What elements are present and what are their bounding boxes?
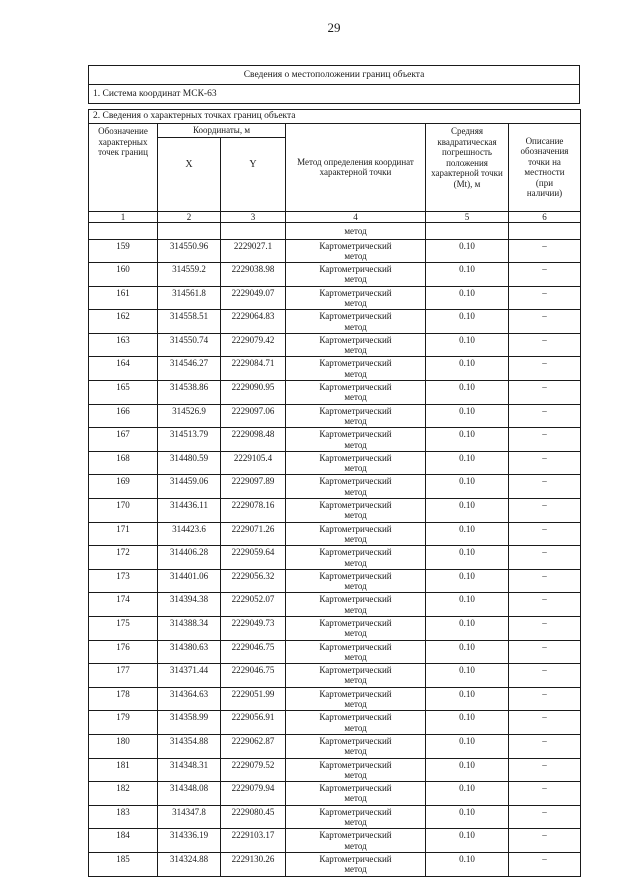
- point-number-cell: 184: [89, 829, 158, 853]
- point-number-cell: 179: [89, 711, 158, 735]
- point-number-cell: 169: [89, 475, 158, 499]
- table-row: [89, 357, 581, 381]
- point-number-cell: 168: [89, 451, 158, 475]
- description-cell: –: [509, 499, 581, 523]
- coordinate-system: 1. Система координат МСК-63: [89, 85, 580, 104]
- description-cell: –: [509, 428, 581, 452]
- coord-y-cell: 2229064.83: [221, 310, 286, 334]
- method-text: Картометрический метод: [319, 735, 392, 757]
- coord-x-cell: 314423.6: [158, 522, 221, 546]
- method-text: Картометрический метод: [319, 429, 392, 450]
- method-cell: [286, 404, 426, 428]
- coord-y-cell: 2229103.17: [221, 829, 286, 853]
- description-cell: –: [509, 286, 581, 310]
- description-cell: –: [509, 640, 581, 664]
- col-header-error: Средняя квадратическая погрешность положения характерной точки (Мt), м: [426, 124, 509, 212]
- description-cell: –: [509, 805, 581, 829]
- coord-x-cell: 314558.51: [158, 310, 221, 334]
- error-mt-cell: 0.10: [426, 593, 509, 617]
- point-number-cell: 183: [89, 805, 158, 829]
- description-cell: –: [509, 617, 581, 641]
- method-cell: [286, 617, 426, 641]
- table-row: [89, 404, 581, 428]
- description-cell: –: [509, 569, 581, 593]
- point-number-cell: 163: [89, 333, 158, 357]
- table-row: [89, 263, 581, 287]
- table-row: [89, 333, 581, 357]
- method-text: Картометрический метод: [319, 358, 392, 379]
- error-mt-cell: 0.10: [426, 687, 509, 711]
- method-text: Картометрический метод: [319, 240, 392, 261]
- method-text: Картометрический метод: [319, 547, 392, 568]
- coord-x-cell: 314348.31: [158, 758, 221, 782]
- description-cell: –: [509, 263, 581, 287]
- error-mt-cell: [426, 222, 509, 239]
- coord-y-cell: 2229078.16: [221, 499, 286, 523]
- table-row: [89, 546, 581, 570]
- table-row: [89, 687, 581, 711]
- table-row: [89, 286, 581, 310]
- coord-x-cell: 314459.06: [158, 475, 221, 499]
- coord-x-cell: 314364.63: [158, 687, 221, 711]
- coord-y-cell: 2229084.71: [221, 357, 286, 381]
- table-row: [89, 593, 581, 617]
- table-row: [89, 617, 581, 641]
- method-cell: [286, 593, 426, 617]
- method-cell: [286, 381, 426, 405]
- method-cell: [286, 310, 426, 334]
- error-mt-cell: 0.10: [426, 310, 509, 334]
- method-text: Картометрический метод: [319, 783, 392, 804]
- col-header-y: Y: [221, 137, 286, 211]
- error-mt-cell: 0.10: [426, 451, 509, 475]
- method-cell: [286, 852, 426, 876]
- method-cell: [286, 263, 426, 287]
- point-number-cell: 166: [89, 404, 158, 428]
- coord-y-cell: 2229098.48: [221, 428, 286, 452]
- error-mt-cell: 0.10: [426, 357, 509, 381]
- method-text: Картометрический метод: [319, 688, 392, 710]
- description-cell: –: [509, 546, 581, 570]
- method-cell: [286, 286, 426, 310]
- error-mt-cell: 0.10: [426, 852, 509, 876]
- description-cell: –: [509, 829, 581, 853]
- method-cell: [286, 522, 426, 546]
- col-header-designation: Обозначение характерных точек границ: [89, 124, 158, 212]
- point-number-cell: 182: [89, 782, 158, 806]
- coord-x-cell: 314561.8: [158, 286, 221, 310]
- method-text: Картометрический метод: [319, 570, 392, 592]
- coord-y-cell: 2229027.1: [221, 239, 286, 263]
- col-header-method: Метод определения координат характерной точки: [286, 124, 426, 212]
- error-mt-cell: 0.10: [426, 617, 509, 641]
- method-cell: [286, 569, 426, 593]
- method-cell: [286, 640, 426, 664]
- points-body: [89, 239, 581, 876]
- method-text: Картометрический метод: [319, 618, 392, 639]
- description-cell: –: [509, 522, 581, 546]
- table-row: [89, 475, 581, 499]
- point-number-cell: 165: [89, 381, 158, 405]
- error-mt-cell: 0.10: [426, 782, 509, 806]
- method-text: Картометрический метод: [319, 853, 392, 875]
- continuation-row: [89, 222, 581, 239]
- error-mt-cell: 0.10: [426, 475, 509, 499]
- column-number: 4: [286, 211, 426, 222]
- method-cell: [286, 758, 426, 782]
- description-cell: –: [509, 687, 581, 711]
- method-text: Картометрический метод: [319, 806, 392, 828]
- point-number-cell: 162: [89, 310, 158, 334]
- table-row: [89, 239, 581, 263]
- coord-x-cell: 314436.11: [158, 499, 221, 523]
- column-number: 3: [221, 211, 286, 222]
- method-cell: [286, 239, 426, 263]
- method-cell: [286, 664, 426, 688]
- point-number-cell: 175: [89, 617, 158, 641]
- method-text: Картометрический метод: [319, 830, 392, 851]
- document-title: Сведения о местоположении границ объекта: [89, 66, 580, 85]
- point-number-cell: 178: [89, 687, 158, 711]
- coord-y-cell: 2229079.94: [221, 782, 286, 806]
- error-mt-cell: 0.10: [426, 805, 509, 829]
- table-row: [89, 664, 581, 688]
- description-cell: –: [509, 782, 581, 806]
- description-cell: –: [509, 357, 581, 381]
- description-cell: –: [509, 758, 581, 782]
- coord-y-cell: [221, 222, 286, 239]
- coord-y-cell: 2229080.45: [221, 805, 286, 829]
- method-text: Картометрический метод: [319, 712, 392, 733]
- error-mt-cell: 0.10: [426, 286, 509, 310]
- point-number-cell: 177: [89, 664, 158, 688]
- coord-y-cell: 2229052.07: [221, 593, 286, 617]
- coord-y-cell: 2229056.91: [221, 711, 286, 735]
- coord-y-cell: 2229130.26: [221, 852, 286, 876]
- description-cell: –: [509, 593, 581, 617]
- method-cell: [286, 782, 426, 806]
- point-number-cell: 170: [89, 499, 158, 523]
- method-cell: [286, 711, 426, 735]
- section2-title: 2. Сведения о характерных точках границ объекта: [89, 110, 581, 124]
- error-mt-cell: 0.10: [426, 428, 509, 452]
- description-cell: –: [509, 852, 581, 876]
- coord-y-cell: 2229097.89: [221, 475, 286, 499]
- coord-y-cell: 2229090.95: [221, 381, 286, 405]
- method-cell: [286, 499, 426, 523]
- error-mt-cell: 0.10: [426, 263, 509, 287]
- point-number-cell: 160: [89, 263, 158, 287]
- coord-x-cell: 314336.19: [158, 829, 221, 853]
- table-row: [89, 805, 581, 829]
- point-number-cell: 180: [89, 734, 158, 758]
- column-number: 1: [89, 211, 158, 222]
- coord-y-cell: 2229059.64: [221, 546, 286, 570]
- method-text: Картометрический метод: [319, 334, 392, 356]
- coord-y-cell: 2229062.87: [221, 734, 286, 758]
- method-text: Картометрический метод: [319, 523, 392, 544]
- col-header-description-text: Описание обозначения точки на местности (при наличии): [520, 135, 569, 199]
- table-row: [89, 499, 581, 523]
- table-row: [89, 640, 581, 664]
- document-body: [88, 65, 580, 877]
- table-row: [89, 569, 581, 593]
- method-text: Картометрический метод: [319, 665, 392, 686]
- method-cell: [286, 428, 426, 452]
- section2-row: [89, 110, 581, 124]
- coord-y-cell: 2229051.99: [221, 687, 286, 711]
- point-number-cell: 161: [89, 286, 158, 310]
- col-header-coordinates-group: Координаты, м: [158, 124, 286, 138]
- point-number-cell: 176: [89, 640, 158, 664]
- points-table-header: [89, 110, 581, 240]
- coord-y-cell: 2229056.32: [221, 569, 286, 593]
- description-cell: –: [509, 711, 581, 735]
- error-mt-cell: 0.10: [426, 404, 509, 428]
- method-text: Картометрический метод: [319, 641, 392, 662]
- coord-x-cell: 314513.79: [158, 428, 221, 452]
- coord-x-cell: 314401.06: [158, 569, 221, 593]
- coord-x-cell: 314358.99: [158, 711, 221, 735]
- description-cell: –: [509, 381, 581, 405]
- point-number-cell: 174: [89, 593, 158, 617]
- column-number: 5: [426, 211, 509, 222]
- method-cell: [286, 734, 426, 758]
- description-cell: –: [509, 333, 581, 357]
- coord-x-cell: 314347.8: [158, 805, 221, 829]
- error-mt-cell: 0.10: [426, 522, 509, 546]
- point-number-cell: 181: [89, 758, 158, 782]
- error-mt-cell: 0.10: [426, 711, 509, 735]
- description-cell: –: [509, 734, 581, 758]
- coord-x-cell: 314324.88: [158, 852, 221, 876]
- method-text: Картометрический метод: [319, 311, 392, 332]
- method-cell: [286, 451, 426, 475]
- method-cell: метод: [286, 222, 426, 239]
- coord-x-cell: 314480.59: [158, 451, 221, 475]
- column-number: 2: [158, 211, 221, 222]
- coord-y-cell: 2229049.73: [221, 617, 286, 641]
- description-cell: –: [509, 239, 581, 263]
- coord-y-cell: 2229079.42: [221, 333, 286, 357]
- method-cell: [286, 805, 426, 829]
- description-cell: –: [509, 475, 581, 499]
- error-mt-cell: 0.10: [426, 829, 509, 853]
- coord-x-cell: 314526.9: [158, 404, 221, 428]
- coord-y-cell: 2229046.75: [221, 664, 286, 688]
- point-number-cell: 172: [89, 546, 158, 570]
- points-table: [88, 109, 581, 877]
- error-mt-cell: 0.10: [426, 758, 509, 782]
- coord-y-cell: 2229038.98: [221, 263, 286, 287]
- coord-y-cell: 2229105.4: [221, 451, 286, 475]
- table-row: [89, 782, 581, 806]
- column-numbers-row: [89, 211, 581, 222]
- table-row: [89, 852, 581, 876]
- point-number-cell: 171: [89, 522, 158, 546]
- col-header-description: [509, 124, 581, 212]
- col-header-x: X: [158, 137, 221, 211]
- column-number: 6: [509, 211, 581, 222]
- error-mt-cell: 0.10: [426, 664, 509, 688]
- error-mt-cell: 0.10: [426, 333, 509, 357]
- coord-y-cell: 2229046.75: [221, 640, 286, 664]
- coord-y-cell: 2229049.07: [221, 286, 286, 310]
- coord-x-cell: 314388.34: [158, 617, 221, 641]
- error-mt-cell: 0.10: [426, 569, 509, 593]
- description-cell: –: [509, 404, 581, 428]
- title-section-table: [88, 65, 580, 104]
- coord-x-cell: 314348.08: [158, 782, 221, 806]
- method-text: Картометрический метод: [319, 382, 392, 403]
- coord-x-cell: 314550.96: [158, 239, 221, 263]
- table-row: [89, 711, 581, 735]
- error-mt-cell: 0.10: [426, 546, 509, 570]
- point-number-cell: [89, 222, 158, 239]
- error-mt-cell: 0.10: [426, 381, 509, 405]
- description-cell: –: [509, 664, 581, 688]
- point-number-cell: 173: [89, 569, 158, 593]
- table-row: [89, 310, 581, 334]
- coord-x-cell: 314380.63: [158, 640, 221, 664]
- table-row: [89, 451, 581, 475]
- description-cell: –: [509, 451, 581, 475]
- method-cell: [286, 333, 426, 357]
- method-text: Картометрический метод: [319, 476, 392, 497]
- coord-x-cell: 314354.88: [158, 734, 221, 758]
- method-cell: [286, 475, 426, 499]
- error-mt-cell: 0.10: [426, 640, 509, 664]
- coord-x-cell: 314406.28: [158, 546, 221, 570]
- coord-y-cell: 2229071.26: [221, 522, 286, 546]
- method-text: Картометрический метод: [319, 287, 392, 308]
- description-cell: [509, 222, 581, 239]
- method-cell: [286, 829, 426, 853]
- coord-x-cell: 314538.86: [158, 381, 221, 405]
- method-text: Картометрический метод: [319, 452, 392, 474]
- method-text: Картометрический метод: [319, 264, 392, 285]
- coord-x-cell: 314371.44: [158, 664, 221, 688]
- coord-y-cell: 2229079.52: [221, 758, 286, 782]
- method-text: Картометрический метод: [319, 759, 392, 780]
- coord-y-cell: 2229097.06: [221, 404, 286, 428]
- coord-x-cell: 314394.38: [158, 593, 221, 617]
- method-cell: [286, 357, 426, 381]
- table-row: [89, 829, 581, 853]
- method-cell: [286, 687, 426, 711]
- method-text: Картометрический метод: [319, 500, 392, 521]
- coord-x-cell: 314559.2: [158, 263, 221, 287]
- table-row: [89, 734, 581, 758]
- coord-x-cell: [158, 222, 221, 239]
- description-cell: –: [509, 310, 581, 334]
- point-number-cell: 164: [89, 357, 158, 381]
- method-cell: [286, 546, 426, 570]
- error-mt-cell: 0.10: [426, 499, 509, 523]
- table-row: [89, 758, 581, 782]
- table-row: [89, 428, 581, 452]
- error-mt-cell: 0.10: [426, 239, 509, 263]
- coordinate-system-row: [89, 85, 580, 104]
- method-text: Картометрический метод: [319, 594, 392, 615]
- point-number-cell: 167: [89, 428, 158, 452]
- table-row: [89, 381, 581, 405]
- coord-x-cell: 314550.74: [158, 333, 221, 357]
- point-number-cell: 159: [89, 239, 158, 263]
- point-number-cell: 185: [89, 852, 158, 876]
- header-row-top: [89, 124, 581, 138]
- error-mt-cell: 0.10: [426, 734, 509, 758]
- table-row: [89, 522, 581, 546]
- coord-x-cell: 314546.27: [158, 357, 221, 381]
- method-text: Картометрический метод: [319, 405, 392, 426]
- page-number: 29: [327, 20, 341, 35]
- title-row: [89, 66, 580, 85]
